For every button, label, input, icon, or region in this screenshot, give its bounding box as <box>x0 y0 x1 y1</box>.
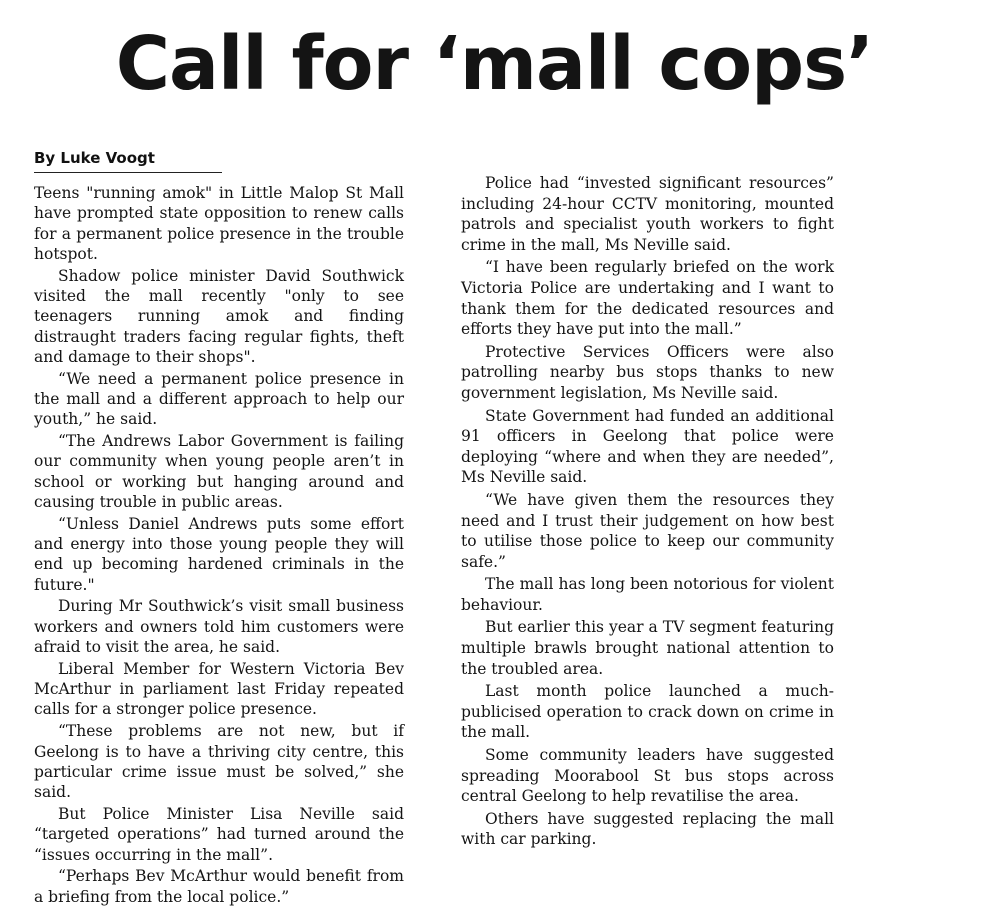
paragraph: Protective Services Officers were also patrolling nearby bus stops thanks to new government legislation, Ms Neville said. <box>461 342 834 402</box>
paragraph: “The Andrews Labor Government is failing our community when young people aren’t in school or working but hanging around and causing trouble in public areas. <box>34 432 404 511</box>
paragraph: Others have suggested replacing the mall with car parking. <box>461 809 834 849</box>
paragraph: “We have given them the resources they need and I trust their judgement on how best to utilise those police to keep our community safe.” <box>461 490 834 571</box>
byline: By Luke Voogt <box>34 146 222 173</box>
article-column-1 <box>34 183 404 908</box>
headline: Call for ‘mall cops’ <box>115 21 874 107</box>
paragraph: Police had “invested significant resources” including 24-hour CCTV monitoring, mounted patrols and specialist youth workers to fight crime in the mall, Ms Neville said. <box>461 174 834 254</box>
paragraph: State Government had funded an additional 91 officers in Geelong that police were deploying “where and when they are needed”, Ms Neville said. <box>461 406 834 487</box>
paragraph: Some community leaders have suggested spreading Moorabool St bus stops across central Geelong to help revatilise the area. <box>461 746 834 806</box>
paragraph: Teens "running amok" in Little Malop St Mall have prompted state opposition to renew calls for a permanent police presence in the trouble hotspot. <box>34 184 404 263</box>
paragraph: The mall has long been notorious for violent behaviour. <box>461 575 834 614</box>
paragraph: “We need a permanent police presence in the mall and a different approach to help our youth,” he said. <box>34 369 404 429</box>
paragraph: Liberal Member for Western Victoria Bev McArthur in parliament last Friday repeated calls for a stronger police presence. <box>34 659 404 719</box>
paragraph: Shadow police minister David Southwick visited the mall recently "only to see teenagers running amok and finding distraught traders facing regular fights, theft and damage to their shops". <box>34 266 404 366</box>
paragraph: But earlier this year a TV segment featuring multiple brawls brought national attention to the troubled area. <box>461 618 834 678</box>
paragraph: Last month police launched a much-publicised operation to crack down on crime in the mall. <box>461 682 834 742</box>
paragraph: During Mr Southwick’s visit small business workers and owners told him customers were afraid to visit the area, he said. <box>34 597 404 657</box>
paragraph: “These problems are not new, but if Geelong is to have a thriving city centre, this particular crime issue must be solved,” she said. <box>34 722 404 802</box>
paragraph: But Police Minister Lisa Neville said “targeted operations” had turned around the “issues occurring in the mall”. <box>34 804 404 864</box>
paragraph: “Perhaps Bev McArthur would benefit from a briefing from the local police.” <box>34 867 404 906</box>
article-column-2 <box>461 173 834 852</box>
paragraph: “I have been regularly briefed on the work Victoria Police are undertaking and I want to thank them for the dedicated resources and efforts they have put into the mall.” <box>461 258 834 339</box>
paragraph: “Unless Daniel Andrews puts some effort and energy into those young people they will end up becoming hardened criminals in the future." <box>34 514 404 594</box>
